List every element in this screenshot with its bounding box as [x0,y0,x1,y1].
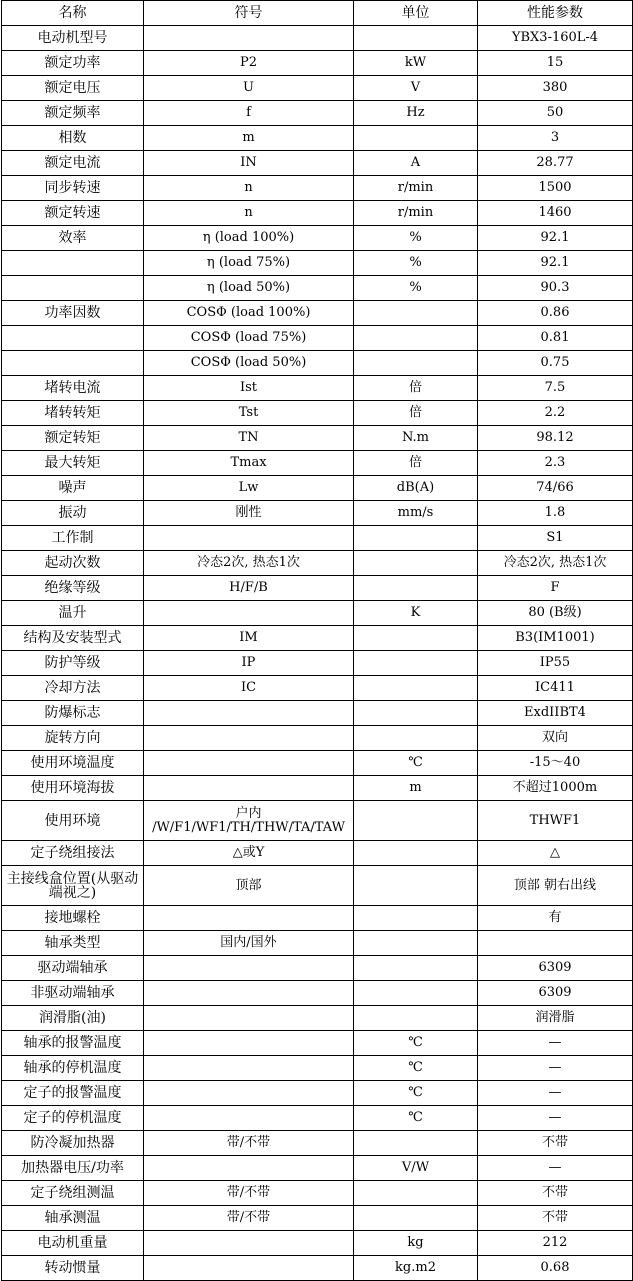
cell-name: 额定转矩 [2,426,144,451]
cell-name: 额定电流 [2,151,144,176]
cell-symbol: Lw [144,476,354,501]
cell-value: 2.3 [478,451,633,476]
cell-symbol [144,601,354,626]
cell-unit [354,841,478,866]
header-value: 性能参数 [478,1,633,26]
cell-name: 电动机型号 [2,26,144,51]
cell-value: 不带 [478,1131,633,1156]
cell-name: 额定转速 [2,201,144,226]
table-row [2,551,633,576]
cell-value: — [478,1056,633,1081]
cell-value: 0.86 [478,301,633,326]
cell-unit: 倍 [354,376,478,401]
cell-unit: kg [354,1231,478,1256]
cell-unit [354,1181,478,1206]
table-row [2,1206,633,1231]
cell-value: 1.8 [478,501,633,526]
cell-name: 轴承的报警温度 [2,1031,144,1056]
cell-unit [354,701,478,726]
table-row [2,526,633,551]
cell-name [2,276,144,301]
motor-spec-table [1,0,633,1281]
cell-symbol: Ist [144,376,354,401]
cell-symbol: Tst [144,401,354,426]
cell-unit [354,626,478,651]
cell-symbol: 户内 /W/F1/WF1/TH/THW/TA/TAW [144,801,354,841]
cell-symbol: IN [144,151,354,176]
header-row [2,1,633,26]
cell-symbol: P2 [144,51,354,76]
cell-value: ExdIIBT4 [478,701,633,726]
cell-name: 堵转电流 [2,376,144,401]
cell-unit [354,726,478,751]
cell-symbol [144,1081,354,1106]
cell-value: 双向 [478,726,633,751]
header-name: 名称 [2,1,144,26]
cell-unit: A [354,151,478,176]
cell-value: 15 [478,51,633,76]
table-row [2,801,633,841]
cell-symbol [144,526,354,551]
cell-name: 轴承类型 [2,931,144,956]
cell-symbol [144,1031,354,1056]
cell-name: 功率因数 [2,301,144,326]
cell-unit: ℃ [354,1031,478,1056]
table-row [2,1056,633,1081]
cell-name: 转动惯量 [2,1256,144,1281]
cell-value: -15～40 [478,751,633,776]
table-row [2,1106,633,1131]
cell-unit: r/min [354,176,478,201]
cell-name: 使用环境海拔 [2,776,144,801]
cell-symbol: COSΦ (load 50%) [144,351,354,376]
cell-symbol [144,1106,354,1131]
cell-unit [354,1206,478,1231]
cell-unit: 倍 [354,451,478,476]
cell-unit [354,551,478,576]
table-row [2,176,633,201]
cell-name: 额定电压 [2,76,144,101]
table-row [2,201,633,226]
cell-unit: N.m [354,426,478,451]
cell-name: 接地螺栓 [2,906,144,931]
cell-unit: ℃ [354,1106,478,1131]
cell-unit: ℃ [354,1081,478,1106]
cell-unit [354,981,478,1006]
cell-value: S1 [478,526,633,551]
cell-value: 212 [478,1231,633,1256]
table-row [2,1181,633,1206]
cell-symbol [144,751,354,776]
table-row [2,1031,633,1056]
table-row [2,726,633,751]
cell-value: — [478,1031,633,1056]
cell-name: 额定频率 [2,101,144,126]
cell-unit: V/W [354,1156,478,1181]
cell-name: 定子绕组接法 [2,841,144,866]
cell-symbol: COSΦ (load 100%) [144,301,354,326]
cell-unit [354,26,478,51]
cell-value [478,931,633,956]
cell-value: 380 [478,76,633,101]
cell-symbol [144,776,354,801]
cell-symbol: △或Y [144,841,354,866]
cell-symbol: 顶部 [144,866,354,906]
cell-unit [354,676,478,701]
cell-value: 2.2 [478,401,633,426]
cell-symbol: 带/不带 [144,1206,354,1231]
cell-unit: % [354,276,478,301]
cell-symbol [144,726,354,751]
cell-value: — [478,1106,633,1131]
table-row [2,1081,633,1106]
table-row [2,126,633,151]
cell-name: 振动 [2,501,144,526]
cell-symbol: IC [144,676,354,701]
cell-value: 0.81 [478,326,633,351]
cell-value: 6309 [478,956,633,981]
table-row [2,626,633,651]
table-row [2,906,633,931]
cell-symbol [144,1156,354,1181]
cell-name: 相数 [2,126,144,151]
cell-unit [354,906,478,931]
cell-name: 结构及安装型式 [2,626,144,651]
cell-value: 28.77 [478,151,633,176]
table-row [2,1256,633,1281]
cell-value: IC411 [478,676,633,701]
cell-name: 非驱动端轴承 [2,981,144,1006]
cell-value: 80 (B级) [478,601,633,626]
cell-unit [354,301,478,326]
cell-unit: Hz [354,101,478,126]
cell-value: 1500 [478,176,633,201]
header-unit: 单位 [354,1,478,26]
cell-value: 1460 [478,201,633,226]
cell-unit [354,526,478,551]
cell-name: 工作制 [2,526,144,551]
cell-name: 定子绕组测温 [2,1181,144,1206]
cell-value: 润滑脂 [478,1006,633,1031]
cell-unit [354,801,478,841]
cell-unit: dB(A) [354,476,478,501]
cell-value: 0.75 [478,351,633,376]
table-row [2,326,633,351]
table-row [2,51,633,76]
cell-name: 起动次数 [2,551,144,576]
cell-symbol [144,956,354,981]
cell-value: 50 [478,101,633,126]
cell-symbol: 刚性 [144,501,354,526]
cell-symbol: 带/不带 [144,1181,354,1206]
table-row [2,426,633,451]
cell-value: 90.3 [478,276,633,301]
table-row [2,776,633,801]
table-row [2,931,633,956]
cell-name: 轴承测温 [2,1206,144,1231]
cell-name: 防爆标志 [2,701,144,726]
table-row [2,841,633,866]
cell-unit: m [354,776,478,801]
cell-value: YBX3-160L-4 [478,26,633,51]
cell-value: 6309 [478,981,633,1006]
cell-symbol: 国内/国外 [144,931,354,956]
cell-symbol: 冷态2次, 热态1次 [144,551,354,576]
cell-name: 同步转速 [2,176,144,201]
cell-name: 堵转转矩 [2,401,144,426]
cell-unit: 倍 [354,401,478,426]
table-row [2,676,633,701]
table-row [2,301,633,326]
cell-name: 冷却方法 [2,676,144,701]
table-row [2,576,633,601]
cell-value: 冷态2次, 热态1次 [478,551,633,576]
cell-symbol: η (load 50%) [144,276,354,301]
table-row [2,151,633,176]
cell-symbol: 带/不带 [144,1131,354,1156]
cell-name: 加热器电压/功率 [2,1156,144,1181]
table-header [2,1,633,26]
cell-symbol: COSΦ (load 75%) [144,326,354,351]
cell-name: 使用环境温度 [2,751,144,776]
cell-symbol: η (load 75%) [144,251,354,276]
cell-name: 防冷凝加热器 [2,1131,144,1156]
cell-name: 效率 [2,226,144,251]
cell-unit [354,351,478,376]
cell-unit: ℃ [354,751,478,776]
table-row [2,701,633,726]
cell-symbol [144,906,354,931]
table-row [2,1006,633,1031]
cell-unit [354,326,478,351]
cell-symbol: n [144,201,354,226]
table-row [2,276,633,301]
table-row [2,751,633,776]
cell-symbol: H/F/B [144,576,354,601]
cell-value: THWF1 [478,801,633,841]
cell-unit [354,126,478,151]
cell-value: — [478,1081,633,1106]
cell-value: 有 [478,906,633,931]
table-row [2,476,633,501]
cell-name: 使用环境 [2,801,144,841]
cell-value: △ [478,841,633,866]
cell-name: 定子的报警温度 [2,1081,144,1106]
cell-unit: mm/s [354,501,478,526]
cell-symbol: TN [144,426,354,451]
cell-name: 最大转矩 [2,451,144,476]
cell-value: 不超过1000m [478,776,633,801]
table-row [2,351,633,376]
cell-symbol [144,26,354,51]
header-symbol: 符号 [144,1,354,26]
cell-value: F [478,576,633,601]
cell-unit: ℃ [354,1056,478,1081]
cell-value: 98.12 [478,426,633,451]
cell-symbol [144,1006,354,1031]
cell-symbol [144,1231,354,1256]
table-row [2,601,633,626]
table-row [2,956,633,981]
cell-name [2,326,144,351]
cell-value: 不带 [478,1206,633,1231]
cell-unit: kW [354,51,478,76]
cell-name: 润滑脂(油) [2,1006,144,1031]
cell-symbol: IM [144,626,354,651]
table-row [2,451,633,476]
cell-unit [354,866,478,906]
cell-value: B3(IM1001) [478,626,633,651]
cell-unit: kg.m2 [354,1256,478,1281]
table-row [2,26,633,51]
table-row [2,101,633,126]
cell-unit: K [354,601,478,626]
cell-name: 电动机重量 [2,1231,144,1256]
cell-name: 额定功率 [2,51,144,76]
cell-value: — [478,1156,633,1181]
cell-value: 0.68 [478,1256,633,1281]
cell-name: 噪声 [2,476,144,501]
cell-symbol: Tmax [144,451,354,476]
cell-name: 防护等级 [2,651,144,676]
cell-value: 74/66 [478,476,633,501]
cell-value: 3 [478,126,633,151]
cell-unit [354,576,478,601]
cell-value: 不带 [478,1181,633,1206]
cell-name: 绝缘等级 [2,576,144,601]
cell-unit: r/min [354,201,478,226]
cell-unit [354,651,478,676]
cell-unit [354,1006,478,1031]
cell-name [2,251,144,276]
table-row [2,376,633,401]
cell-symbol: m [144,126,354,151]
table-row [2,401,633,426]
cell-unit [354,956,478,981]
cell-name: 定子的停机温度 [2,1106,144,1131]
cell-symbol: IP [144,651,354,676]
cell-name: 温升 [2,601,144,626]
cell-symbol: n [144,176,354,201]
table-row [2,1156,633,1181]
cell-name: 主接线盒位置(从驱动端视之) [2,866,144,906]
cell-value: 92.1 [478,226,633,251]
table-row [2,226,633,251]
table-row [2,1231,633,1256]
table-row [2,501,633,526]
table-body [2,26,633,1281]
cell-name: 驱动端轴承 [2,956,144,981]
cell-symbol: U [144,76,354,101]
cell-name: 轴承的停机温度 [2,1056,144,1081]
table-row [2,981,633,1006]
cell-symbol [144,701,354,726]
table-row [2,251,633,276]
cell-name: 旋转方向 [2,726,144,751]
table-row [2,1131,633,1156]
cell-symbol [144,1056,354,1081]
cell-symbol: f [144,101,354,126]
cell-symbol: η (load 100%) [144,226,354,251]
table-row [2,866,633,906]
cell-unit [354,931,478,956]
table-row [2,76,633,101]
cell-value: 7.5 [478,376,633,401]
cell-unit: % [354,226,478,251]
table-row [2,651,633,676]
cell-name [2,351,144,376]
cell-symbol [144,1256,354,1281]
cell-value: IP55 [478,651,633,676]
cell-unit: % [354,251,478,276]
cell-unit [354,1131,478,1156]
cell-value: 92.1 [478,251,633,276]
cell-unit: V [354,76,478,101]
cell-symbol [144,981,354,1006]
cell-value: 顶部 朝右出线 [478,866,633,906]
